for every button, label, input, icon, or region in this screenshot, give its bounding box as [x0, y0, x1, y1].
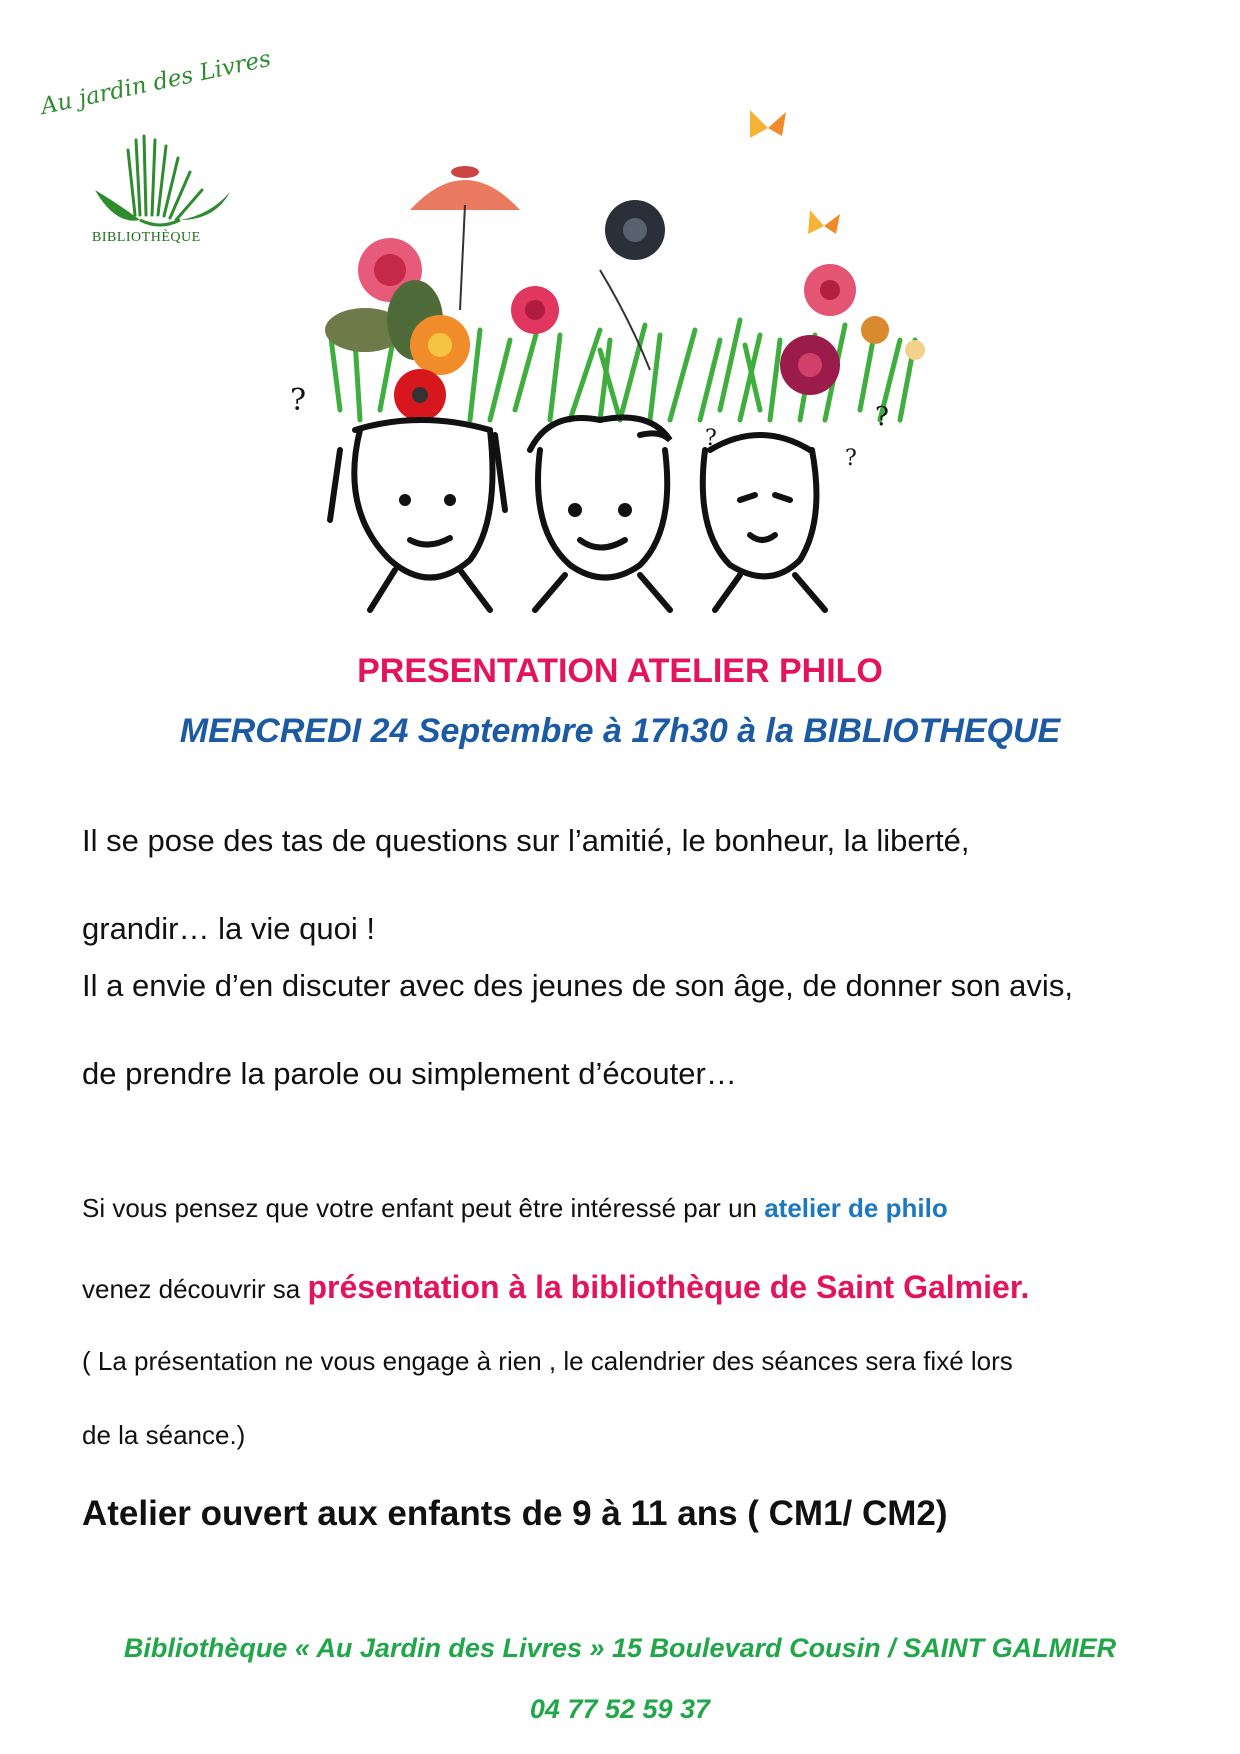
invite-text-1: Si vous pensez que votre enfant peut être intéressé par un	[82, 1193, 765, 1223]
butterflies	[750, 110, 840, 234]
presentation-highlight: présentation à la bibliothèque de Saint Galmier.	[307, 1269, 1030, 1305]
event-title: PRESENTATION ATELIER PHILO	[357, 652, 883, 690]
note-line-2: de la séance.)	[82, 1420, 246, 1450]
hero-illustration	[290, 90, 1020, 620]
children-faces	[330, 418, 825, 611]
logo-title: Au jardin des Livres	[38, 45, 274, 120]
body-line-2: grandir… la vie quoi !	[82, 911, 375, 946]
footer-address: Bibliothèque « Au Jardin des Livres » 15 Boulevard Cousin / SAINT GALMIER	[123, 1633, 1117, 1663]
svg-text:?: ?	[705, 426, 717, 451]
svg-text:?: ?	[875, 402, 889, 432]
svg-text:?: ?	[290, 383, 307, 418]
body-line-3: Il a envie d’en discuter avec des jeunes de son âge, de donner son avis,	[82, 968, 1073, 1003]
svg-text:?: ?	[845, 446, 857, 471]
body-line-1: Il se pose des tas de questions sur l’amitié, le bonheur, la liberté,	[82, 823, 970, 858]
body-line-4: de prendre la parole ou simplement d’écouter…	[82, 1056, 737, 1091]
age-requirement: Atelier ouvert aux enfants de 9 à 11 ans ( CM1/ CM2)	[82, 1494, 948, 1533]
logo-subtitle: BIBLIOTHÈQUE	[92, 230, 201, 245]
event-date: MERCREDI 24 Septembre à 17h30 à la BIBLIOTHEQUE	[179, 712, 1061, 750]
question-marks	[290, 383, 889, 471]
footer-phone: 04 77 52 59 37	[529, 1694, 711, 1724]
atelier-link: atelier de philo	[764, 1193, 948, 1223]
invite-text-2: venez découvrir sa	[82, 1274, 308, 1304]
note-line-1: ( La présentation ne vous engage à rien , le calendrier des séances sera fixé lors	[82, 1346, 1013, 1376]
invite-line-1	[82, 1193, 948, 1224]
library-logo	[38, 45, 274, 260]
invite-line-2	[82, 1269, 1029, 1306]
